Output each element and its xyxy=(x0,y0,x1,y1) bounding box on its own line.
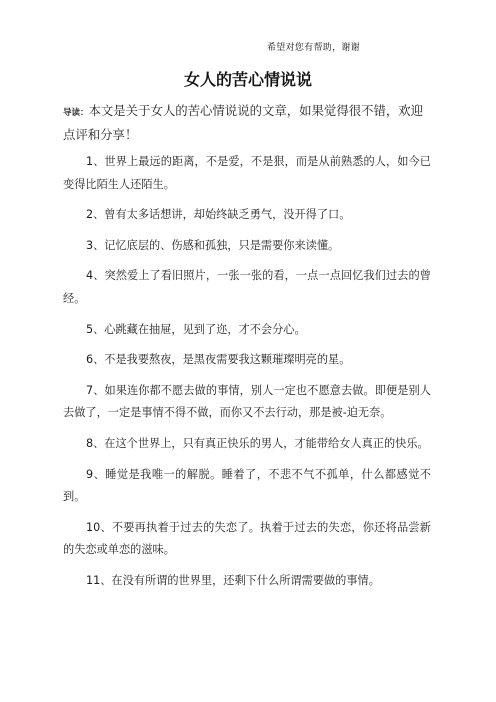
list-item: 6、不是我要熬夜，是黑夜需要我这颗璀璨明亮的星。 xyxy=(86,353,351,367)
header-note: 希望对您有帮助，谢谢 xyxy=(266,43,360,53)
list-item: 1、世界上最远的距离，不是爱，不是狠，而是从前熟悉的人，如今已变得比陌生人还陌生。 xyxy=(63,155,431,191)
list-item: 9、睡觉是我唯一的解脱。睡着了，不悲不气不孤单，什么都感觉不到。 xyxy=(63,467,431,504)
list-item: 11、在没有所谓的世界里，还剩下什么所谓需要做的事情。 xyxy=(86,573,380,587)
intro-label: 导读： xyxy=(63,108,89,118)
list-item: 5、心跳藏在抽屉，见到了迩，才不会分心。 xyxy=(86,322,306,336)
intro-paragraph xyxy=(63,100,431,146)
list-item: 8、在这个世界上，只有真正快乐的男人，才能带给女人真正的快乐。 xyxy=(86,436,429,450)
list-item: 2、曾有太多话想讲，却始终缺乏勇气，没开得了口。 xyxy=(86,208,351,222)
list-item: 3、记忆底层的、伤感和孤独，只是需要你来读懂。 xyxy=(86,238,340,252)
list-item: 7、如果连你都不愿去做的事情，别人一定也不愿意去做。即便是别人去做了，一定是事情不得不做，而你又不去行动，那是被-迫无奈。 xyxy=(63,383,431,420)
list-item: 4、突然爱上了看旧照片，一张一张的看，一点一点回忆我们过去的曾经。 xyxy=(63,269,431,305)
list-item: 10、不要再执着于过去的失恋了。执着于过去的失恋，你还将品尝新的失恋或单恋的滋味。 xyxy=(63,520,431,557)
quote-list xyxy=(63,151,431,601)
intro-text: 本文是关于女人的苦心情说说的文章，如果觉得很不错，欢迎点评和分享！ xyxy=(63,103,424,142)
document-title: 女人的苦心情说说 xyxy=(183,70,312,89)
